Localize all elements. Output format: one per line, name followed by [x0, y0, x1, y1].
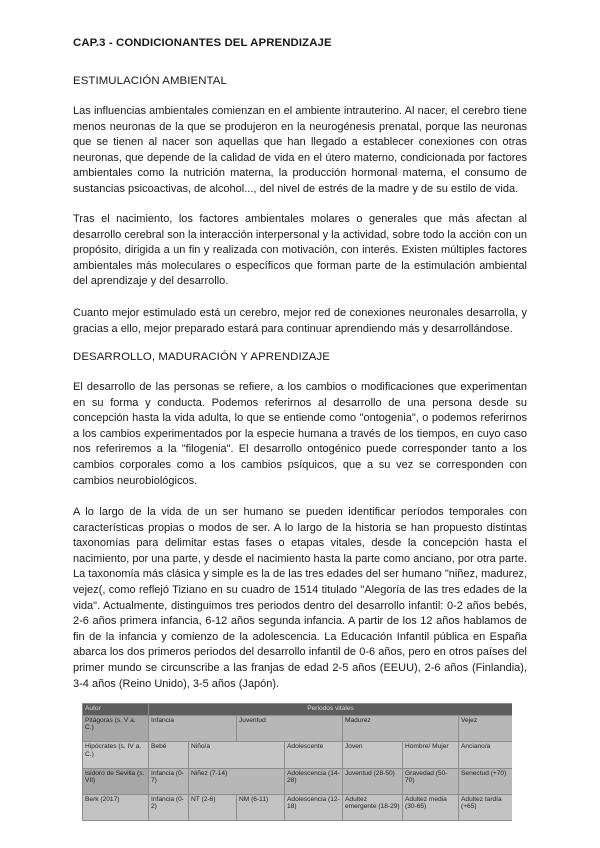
table-cell: Senectud (+70)	[459, 768, 513, 794]
header-periods: Periodos vitales	[149, 704, 513, 716]
paragraph-5: A lo largo de la vida de un ser humano se pueden identificar períodos temporales con características propias o modos de ser. A lo largo de la historia se han propuesto distintas taxonomías para delimitar estas fases o etapas vitales, desde la concepción hasta el nacimiento, por una parte, y desde el nacimiento hasta la parte como anciano, por otra parte. La taxonomía más clásica y simple es la de las tres edades del ser humano "niñez, madurez, vejez(, como reflejó Tiziano en su cuadro de 1514 titulado "Alegoría de las tres edades de la vida". Actualmente, distinguimos tres periodos dentro del desarrollo infantil: 0-2 años bebés, 2-6 años primera infancia, 6-12 años segunda infancia. A partir de los 12 años hablamos de fin de la infancia y comienzo de la adolescencia. La Educación Infantil pública en España abarca los dos primeros periodos del desarrollo infantil de 0-6 años, pero en otros países del primer mundo se circunscribe a las franjas de edad 2-5 años (EEUU), 2-6 años (Finlandia), 3-4 años (Reino Unido), 3-5 años (Japón).	[73, 506, 527, 690]
table-cell: Vejez	[459, 716, 513, 742]
table-cell: Niñez (7-14)	[189, 768, 285, 794]
table-cell: Juventud	[237, 716, 343, 742]
table-cell: Adultez emergente (18-29)	[343, 794, 403, 820]
table-cell: Adolescente	[285, 742, 343, 768]
table-cell: Adolescencia (12-18)	[285, 794, 343, 820]
life-periods-table-image	[82, 703, 512, 821]
table-cell: Adultez media (30-65)	[403, 794, 459, 820]
paragraph-2: Tras el nacimiento, los factores ambientales molares o generales que más afectan al desarrollo cerebral son la interacción interpersonal y la actividad, sobre todo la acción con un propósito, dirigida a un fin y realizada con motivación, con interés. Existen múltiples factores ambientales más moleculares o específicos que forman parte de la estimulación ambiental del aprendizaje y del desarrollo.	[73, 213, 527, 288]
table-cell: Joven	[343, 742, 403, 768]
table-row	[83, 794, 513, 820]
table-row	[83, 742, 513, 768]
life-periods-table	[82, 703, 512, 821]
table-row	[83, 768, 513, 794]
table-cell: NM (6-11)	[237, 794, 285, 820]
table-cell: Anciano/a	[459, 742, 513, 768]
row-author: Isidoro de Sevilla (s. VII)	[83, 768, 149, 794]
table-cell: Adolescencia (14-28)	[285, 768, 343, 794]
table-cell: Hombre/ Mujer	[403, 742, 459, 768]
table-cell: Adultez tardía (+65)	[459, 794, 513, 820]
table-cell: Infancia	[149, 716, 237, 742]
header-author: Autor	[83, 704, 149, 716]
table-cell: Infancia (0-2)	[149, 794, 189, 820]
row-author: Hipócrates (s. IV a. C.)	[83, 742, 149, 768]
table-header-row	[83, 704, 513, 716]
row-author: Berk (2017)	[83, 794, 149, 820]
row-author: Pitágoras (s. V a. C.)	[83, 716, 149, 742]
paragraph-4: El desarrollo de las personas se refiere, a los cambios o modificaciones que experimentan en su forma y conducta. Podemos referirnos al desarrollo de una persona desde su concepción hasta la vida adulta, lo que se entiende como "ontogenia", o podemos referirnos a los cambios experimentados por la especie humana a través de los tiempos, en cuyo caso nos referiremos a la "filogenia". El desarrollo ontogénico puede corresponder tanto a los cambios corporales como a los cambios psíquicos, que a su vez se corresponden con cambios neurobiológicos.	[73, 381, 527, 487]
table-cell: Juventud (28-50)	[343, 768, 403, 794]
table-cell: Madurez	[343, 716, 459, 742]
paragraph-3: Cuanto mejor estimulado está un cerebro, mejor red de conexiones neuronales desarrolla, y gracias a ello, mejor preparado estará para continuar aprendiendo más y desarrollándose.	[73, 307, 527, 335]
chapter-title: CAP.3 - CONDICIONANTES DEL APRENDIZAJE	[73, 37, 332, 49]
table-row	[83, 716, 513, 742]
table-cell: Niño/a	[189, 742, 285, 768]
table-cell: Bebé	[149, 742, 189, 768]
section-heading-estimulacion: ESTIMULACIÓN AMBIENTAL	[73, 75, 227, 87]
table-cell: Gravedad (50-70)	[403, 768, 459, 794]
table-cell: NT (2-6)	[189, 794, 237, 820]
paragraph-1: Las influencias ambientales comienzan en el ambiente intrauterino. Al nacer, el cerebro tiene menos neuronas de la que se produjeron en la neurogénesis prenatal, porque las neuronas que se tienen al nacer son aquellas que han llegado a establecer conexiones con otras neuronas, que depende de la calidad de vida en el útero materno, condicionada por factores ambientales como la nutrición materna, la producción hormonal materna, el consumo de sustancias psicoactivas, de alcohol..., del nivel de estrés de la madre y de su estilo de vida.	[73, 105, 527, 195]
table-cell: Infancia (0-7)	[149, 768, 189, 794]
section-heading-desarrollo: DESARROLLO, MADURACIÓN Y APRENDIZAJE	[73, 351, 330, 363]
